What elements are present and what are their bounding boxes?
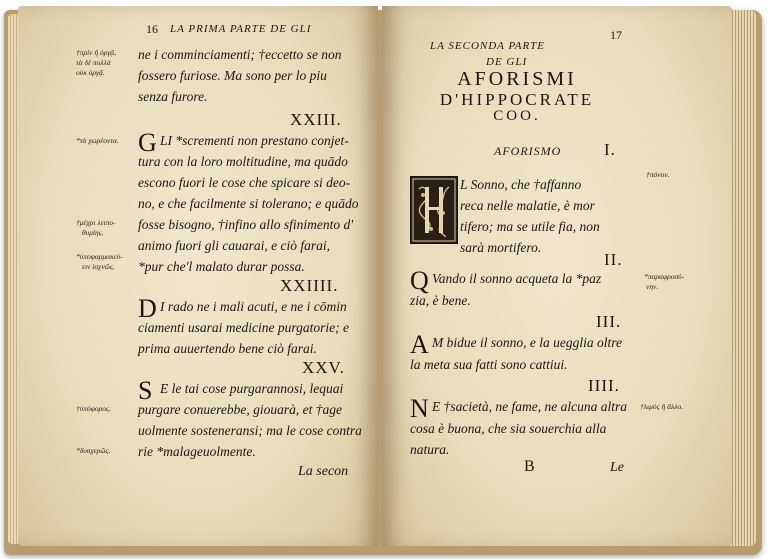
text-line: purgare conuerebbe, giouarà, et †age — [138, 402, 342, 417]
text-line: escono fuori le cose che spicare si deo- — [138, 175, 351, 190]
initial-letter: A — [410, 330, 429, 359]
text-line: fosse bisogno, †infino allo sfinimento d' — [138, 217, 354, 232]
section-numeral: XXIII. — [290, 110, 342, 129]
margin-note: †πόνον. — [646, 170, 670, 179]
text-line: E †sacietà, ne fame, ne alcuna altra — [432, 399, 627, 414]
margin-note: *παραφροσύ- — [644, 272, 685, 281]
margin-note: ειν ἰσχνῶς. — [82, 262, 115, 271]
running-head-sub: DE GLI — [486, 56, 528, 68]
right-page — [382, 6, 732, 546]
left-page — [18, 6, 378, 546]
margin-note: †ὑπόφορος. — [76, 404, 111, 413]
text-line: sarà mortifero. — [460, 240, 542, 255]
text-line: ne i comminciamenti; †eccetto se non — [138, 47, 342, 62]
margin-note: τὰ δὲ πολλὰ — [76, 58, 111, 67]
section-numeral: III. — [596, 312, 622, 331]
text-line: I rado ne i mali acuti, e ne i cōmin — [160, 299, 347, 314]
text-line: zia, è bene. — [410, 293, 471, 308]
section-numeral: XXV. — [302, 358, 345, 377]
text-line: la meta sua fatti sono cattiui. — [410, 357, 568, 372]
text-line: L Sonno, che †affanno — [460, 177, 582, 192]
text-line: cosa è buona, che sia souerchia alla — [410, 421, 607, 436]
section-numeral: XXIIII. — [280, 276, 339, 295]
text-line: tura con la loro moltitudine, ma quādo — [138, 154, 348, 169]
aphorism-heading: AFORISMO — [494, 144, 562, 158]
page-number: 16 — [146, 22, 158, 36]
section-numeral: IIII. — [588, 376, 620, 395]
page-edges-right — [730, 10, 756, 546]
text-line: natura. — [410, 442, 450, 457]
page-number: 17 — [610, 28, 622, 42]
margin-note: †λιμὸς ἢ ἄλλο. — [640, 402, 684, 411]
text-line: uolmente sosteneransi; ma le cose contra — [138, 423, 362, 438]
margin-note: *δυσχερῶς. — [76, 446, 111, 455]
aphorism-numeral: I. — [604, 140, 616, 159]
text-line: E le tai cose purgarannosi, lequai — [160, 381, 344, 396]
title-line: D'HIPPOCRATE — [439, 90, 595, 109]
signature-mark: B — [524, 458, 535, 475]
text-line: LI *scrementi non prestano conjet- — [160, 133, 349, 148]
text-line: senza furore. — [138, 89, 208, 104]
initial-letter: G — [138, 128, 157, 157]
margin-note: *ὑποφαρμακεύ- — [76, 252, 123, 261]
text-line: M bidue il sonno, e la uegglia oltre — [432, 335, 622, 350]
initial-letter: D — [138, 294, 157, 323]
title-line: COO. — [493, 108, 541, 124]
text-line: *pur che'l malato durar possa. — [138, 259, 305, 274]
initial-letter: Q — [410, 266, 429, 295]
decorated-initial-image — [410, 176, 458, 244]
margin-note: †πρίν ἢ ὀργᾷ, — [76, 48, 117, 57]
margin-note: νην. — [646, 282, 659, 291]
section-numeral: II. — [604, 250, 623, 269]
text-line: reca nelle malatie, è mor — [460, 198, 595, 213]
text-line: tifero; ma se utile fia, non — [460, 219, 600, 234]
margin-note: οὐκ ὀργᾷ. — [76, 68, 105, 77]
text-line: rie *malageuolmente. — [138, 444, 256, 459]
margin-note: θυμίης. — [82, 228, 104, 237]
initial-letter: N — [410, 394, 429, 423]
margin-note: *τὰ χωρέοντα. — [76, 136, 119, 145]
text-line: ciamenti usarai medicine purgatorie; e — [138, 320, 349, 335]
running-head: LA SECONDA PARTE — [430, 40, 546, 52]
margin-note: †μέχρι λειπο- — [76, 218, 116, 227]
title-line: AFORISMI — [457, 68, 577, 90]
text-line: animo fuori gli cauarai, e ciò farai, — [138, 238, 330, 253]
initial-letter: S — [138, 376, 153, 405]
running-head: LA PRIMA PARTE DE GLI — [170, 23, 312, 35]
catchword: Le — [610, 460, 624, 475]
text-line: fossero furiose. Ma sono per lo piu — [138, 68, 327, 83]
catchword: La secon — [298, 464, 349, 479]
text-line: no, e che facilmente si tolerano; e quādo — [138, 196, 359, 211]
text-line: Vando il sonno acqueta la *paz — [432, 271, 602, 286]
text-line: prima auuertendo bene ciò farai. — [138, 341, 317, 356]
